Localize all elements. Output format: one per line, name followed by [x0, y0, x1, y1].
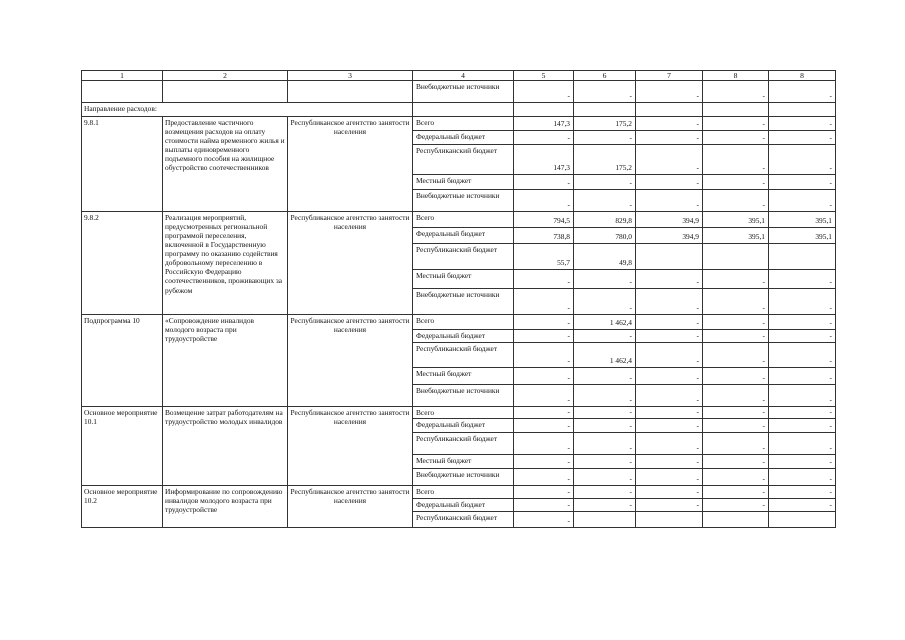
- funding-source: Федеральный бюджет: [413, 419, 514, 433]
- row-code: 9.8.1: [82, 117, 163, 212]
- value-cell: 147,3: [514, 117, 574, 131]
- value-cell: -: [514, 81, 574, 103]
- value-cell: [703, 244, 769, 270]
- value-cell: -: [636, 486, 703, 499]
- funding-source: Всего: [413, 486, 514, 499]
- budget-table: [81, 70, 836, 528]
- value-cell: -: [703, 145, 769, 175]
- value-cell: -: [514, 190, 574, 212]
- value-cell: -: [574, 81, 636, 103]
- value-cell: -: [636, 289, 703, 315]
- value-cell: -: [636, 419, 703, 433]
- value-cell: -: [703, 131, 769, 145]
- value-cell: -: [769, 131, 836, 145]
- value-cell: -: [574, 433, 636, 455]
- value-cell: -: [514, 455, 574, 469]
- value-cell: -: [703, 368, 769, 385]
- value-cell: [636, 512, 703, 528]
- value-cell: -: [703, 81, 769, 103]
- value-cell: -: [514, 499, 574, 512]
- value-cell: -: [769, 419, 836, 433]
- value-cell: -: [769, 499, 836, 512]
- value-cell: -: [769, 407, 836, 419]
- header-cell: 2: [163, 71, 288, 81]
- value-cell: 175,2: [574, 145, 636, 175]
- value-cell: -: [703, 117, 769, 131]
- value-cell: -: [636, 81, 703, 103]
- value-cell: -: [703, 385, 769, 407]
- funding-source: Всего: [413, 117, 514, 131]
- value-cell: -: [769, 455, 836, 469]
- row-name: Реализация мероприятий, предусмотренных региональной программой переселения, включенной в Государственную программу по оказанию содействия добровольному переселению в Российскую Федерацию соотечественников, проживающих за рубежом: [163, 212, 288, 315]
- value-cell: -: [769, 117, 836, 131]
- empty-cell: [82, 81, 163, 103]
- funding-source: Внебюджетные источники: [413, 289, 514, 315]
- table-row: [82, 486, 836, 499]
- value-cell: [574, 512, 636, 528]
- header-cell: 8: [769, 71, 836, 81]
- funding-source: Внебюджетные источники: [413, 469, 514, 486]
- value-cell: -: [636, 190, 703, 212]
- value-cell: -: [703, 486, 769, 499]
- value-cell: 395,1: [769, 228, 836, 244]
- header-cell: 5: [514, 71, 574, 81]
- value-cell: -: [703, 315, 769, 330]
- empty-cell: [413, 103, 514, 117]
- value-cell: -: [703, 455, 769, 469]
- funding-source: Республиканский бюджет: [413, 145, 514, 175]
- empty-cell: [288, 81, 413, 103]
- value-cell: -: [514, 486, 574, 499]
- table-row: [82, 315, 836, 330]
- value-cell: 780,0: [574, 228, 636, 244]
- value-cell: -: [769, 385, 836, 407]
- value-cell: -: [514, 315, 574, 330]
- funding-source: Местный бюджет: [413, 270, 514, 289]
- empty-cell: [163, 81, 288, 103]
- value-cell: -: [703, 407, 769, 419]
- row-name: Возмещение затрат работодателям на трудоустройство молодых инвалидов: [163, 407, 288, 486]
- value-cell: -: [769, 270, 836, 289]
- header-cell: 8: [703, 71, 769, 81]
- value-cell: -: [769, 81, 836, 103]
- funding-source: Местный бюджет: [413, 368, 514, 385]
- funding-source: Федеральный бюджет: [413, 131, 514, 145]
- value-cell: -: [574, 455, 636, 469]
- funding-source: Местный бюджет: [413, 175, 514, 190]
- value-cell: -: [636, 368, 703, 385]
- value-cell: -: [703, 190, 769, 212]
- table-row: [82, 212, 836, 228]
- value-cell: -: [703, 469, 769, 486]
- table-row: [82, 117, 836, 131]
- value-cell: 175,2: [574, 117, 636, 131]
- value-cell: -: [703, 270, 769, 289]
- funding-source: Республиканский бюджет: [413, 244, 514, 270]
- funding-source: Республиканский бюджет: [413, 343, 514, 368]
- value-cell: -: [636, 455, 703, 469]
- value-cell: -: [514, 433, 574, 455]
- funding-source: Внебюджетные источники: [413, 81, 514, 103]
- row-executor: Республиканское агентство занятости населения: [288, 315, 413, 407]
- value-cell: 395,1: [703, 212, 769, 228]
- value-cell: -: [769, 190, 836, 212]
- value-cell: -: [574, 330, 636, 343]
- row-executor: Республиканское агентство занятости населения: [288, 486, 413, 528]
- funding-source: Всего: [413, 212, 514, 228]
- value-cell: -: [514, 175, 574, 190]
- value-cell: -: [703, 499, 769, 512]
- row-name: Информирование по сопровождению инвалидов молодого возраста при трудоустройстве: [163, 486, 288, 528]
- value-cell: -: [636, 145, 703, 175]
- value-cell: -: [514, 270, 574, 289]
- row-name: «Сопровождение инвалидов молодого возраста при трудоустройстве: [163, 315, 288, 407]
- header-cell: 4: [413, 71, 514, 81]
- value-cell: 394,9: [636, 228, 703, 244]
- value-cell: -: [574, 486, 636, 499]
- value-cell: -: [636, 343, 703, 368]
- funding-source: Местный бюджет: [413, 455, 514, 469]
- value-cell: -: [514, 289, 574, 315]
- funding-source: Всего: [413, 315, 514, 330]
- header-row: [82, 71, 836, 81]
- value-cell: 829,8: [574, 212, 636, 228]
- value-cell: 1 462,4: [574, 315, 636, 330]
- funding-source: Федеральный бюджет: [413, 499, 514, 512]
- value-cell: -: [703, 343, 769, 368]
- value-cell: -: [514, 330, 574, 343]
- value-cell: 738,8: [514, 228, 574, 244]
- value-cell: -: [636, 315, 703, 330]
- value-cell: -: [703, 175, 769, 190]
- row-code: 9.8.2: [82, 212, 163, 315]
- value-cell: -: [769, 469, 836, 486]
- value-cell: -: [574, 419, 636, 433]
- value-cell: -: [769, 433, 836, 455]
- value-cell: -: [574, 190, 636, 212]
- empty-cell: [574, 103, 636, 117]
- empty-cell: [703, 103, 769, 117]
- value-cell: -: [636, 175, 703, 190]
- funding-source: Республиканский бюджет: [413, 433, 514, 455]
- row-code: Основное мероприятие 10.1: [82, 407, 163, 486]
- value-cell: -: [636, 407, 703, 419]
- value-cell: -: [636, 433, 703, 455]
- header-cell: 3: [288, 71, 413, 81]
- row-executor: Республиканское агентство занятости населения: [288, 117, 413, 212]
- value-cell: 49,8: [574, 244, 636, 270]
- value-cell: -: [769, 330, 836, 343]
- funding-source: Внебюджетные источники: [413, 385, 514, 407]
- empty-cell: [514, 103, 574, 117]
- header-cell: 1: [82, 71, 163, 81]
- intro-row: [82, 81, 836, 103]
- value-cell: -: [514, 407, 574, 419]
- row-name: Предоставление частичного возмещения расходов на оплату стоимости найма временного жилья и выплаты единовременного подъемного пособия на жилищное обустройство соотечественников: [163, 117, 288, 212]
- row-code: Подпрограмма 10: [82, 315, 163, 407]
- value-cell: [636, 244, 703, 270]
- value-cell: -: [703, 433, 769, 455]
- funding-source: Федеральный бюджет: [413, 228, 514, 244]
- value-cell: [703, 512, 769, 528]
- empty-cell: [636, 103, 703, 117]
- value-cell: -: [574, 407, 636, 419]
- funding-source: Внебюджетные источники: [413, 190, 514, 212]
- value-cell: -: [636, 131, 703, 145]
- table-row: [82, 407, 836, 419]
- value-cell: 147,3: [514, 145, 574, 175]
- value-cell: -: [636, 385, 703, 407]
- value-cell: 395,1: [703, 228, 769, 244]
- value-cell: -: [703, 419, 769, 433]
- value-cell: -: [574, 499, 636, 512]
- value-cell: -: [769, 343, 836, 368]
- empty-cell: [769, 103, 836, 117]
- value-cell: -: [636, 117, 703, 131]
- value-cell: 55,7: [514, 244, 574, 270]
- value-cell: -: [703, 289, 769, 315]
- value-cell: -: [574, 131, 636, 145]
- value-cell: -: [514, 419, 574, 433]
- row-executor: Республиканское агентство занятости населения: [288, 407, 413, 486]
- value-cell: -: [574, 469, 636, 486]
- value-cell: -: [769, 368, 836, 385]
- value-cell: 1 462,4: [574, 343, 636, 368]
- funding-source: Республиканский бюджет: [413, 512, 514, 528]
- value-cell: [769, 244, 836, 270]
- row-executor: Республиканское агентство занятости населения: [288, 212, 413, 315]
- section-label: Направление расходов:: [82, 103, 413, 117]
- value-cell: -: [636, 499, 703, 512]
- value-cell: 794,5: [514, 212, 574, 228]
- value-cell: 394,9: [636, 212, 703, 228]
- value-cell: -: [636, 330, 703, 343]
- value-cell: -: [769, 175, 836, 190]
- value-cell: -: [574, 385, 636, 407]
- value-cell: -: [769, 289, 836, 315]
- value-cell: -: [514, 368, 574, 385]
- value-cell: -: [574, 175, 636, 190]
- value-cell: -: [703, 330, 769, 343]
- value-cell: -: [574, 270, 636, 289]
- value-cell: -: [636, 270, 703, 289]
- value-cell: -: [636, 469, 703, 486]
- row-code: Основное мероприятие 10.2: [82, 486, 163, 528]
- header-cell: 7: [636, 71, 703, 81]
- value-cell: [769, 512, 836, 528]
- value-cell: -: [514, 385, 574, 407]
- value-cell: -: [574, 368, 636, 385]
- funding-source: Всего: [413, 407, 514, 419]
- header-cell: 6: [574, 71, 636, 81]
- value-cell: -: [514, 343, 574, 368]
- value-cell: -: [574, 289, 636, 315]
- value-cell: -: [514, 131, 574, 145]
- value-cell: -: [769, 145, 836, 175]
- value-cell: 395,1: [769, 212, 836, 228]
- value-cell: -: [514, 512, 574, 528]
- value-cell: -: [769, 486, 836, 499]
- value-cell: -: [514, 469, 574, 486]
- funding-source: Федеральный бюджет: [413, 330, 514, 343]
- value-cell: -: [769, 315, 836, 330]
- section-row: [82, 103, 836, 117]
